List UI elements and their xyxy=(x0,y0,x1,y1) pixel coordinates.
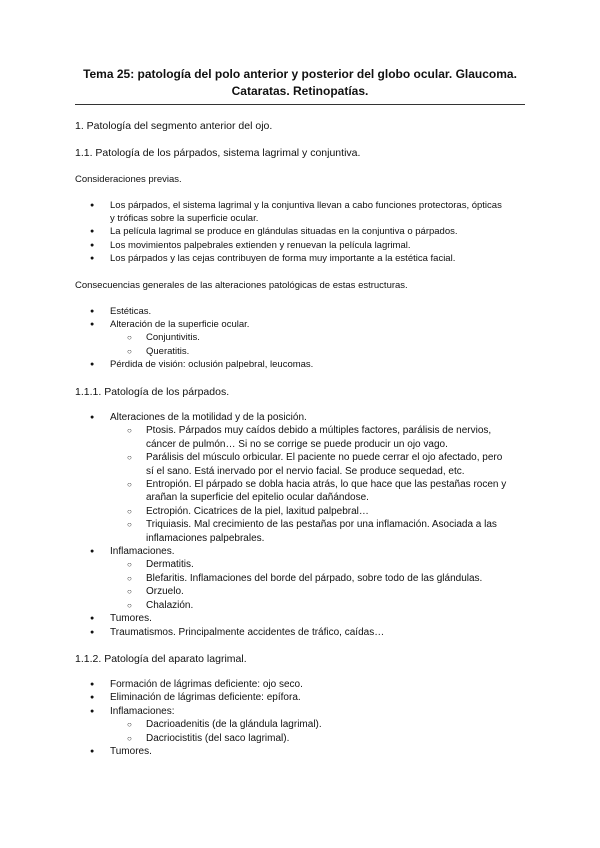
list-item: ● Inflamaciones. xyxy=(90,546,175,558)
bullet-icon: ● xyxy=(90,748,95,756)
parpados-list xyxy=(0,411,600,639)
sub-list-item: ○ Ptosis. Párpados muy caídos debido a múltiples factores, parálisis de nervios, cáncer de pulmón… Si no se corrige se puede producir un ojo vago. xyxy=(127,425,492,450)
sub-list-item: ○ Triquiasis. Mal crecimiento de las pestañas por una inflamación. Asociada a las inflamaciones palpebrales. xyxy=(127,519,497,544)
bullet-icon: ● xyxy=(90,628,95,636)
circle-bullet-icon: ○ xyxy=(127,426,132,436)
sub-list-item: ○ Entropión. El párpado se dobla hacia atrás, lo que hace que las pestañas rocen y arañan la superficie del epitelio ocular dañándose. xyxy=(127,479,507,504)
list-item: ● Pérdida de visión: oclusión palpebral, leucomas. xyxy=(90,358,314,370)
list-item: ● Alteraciones de la motilidad y de la posición. xyxy=(90,412,307,423)
list-item: ● Tumores. xyxy=(90,613,152,625)
bullet-icon: ● xyxy=(90,694,95,702)
circle-bullet-icon: ○ xyxy=(127,506,132,516)
consideraciones-heading: Consideraciones previas. xyxy=(75,174,182,185)
list-item: ● Tumores. xyxy=(90,746,152,758)
circle-bullet-icon: ○ xyxy=(127,600,132,610)
title-line-1: Tema 25: patología del polo anterior y posterior del globo ocular. Glaucoma. xyxy=(83,67,517,81)
bullet-icon: ● xyxy=(90,228,95,236)
list-item: ● Estéticas. xyxy=(90,306,152,317)
heading-1-1-2: 1.1.2. Patología del aparato lagrimal. xyxy=(75,653,247,665)
circle-bullet-icon: ○ xyxy=(127,333,132,343)
bullet-icon: ● xyxy=(90,202,95,209)
sub-list-item: ○ Ectropión. Cicatrices de la piel, laxitud palpebral… xyxy=(127,505,369,517)
bullet-icon: ● xyxy=(90,254,95,262)
title-line-2: Cataratas. Retinopatías. xyxy=(231,84,369,98)
heading-1: 1. Patología del segmento anterior del ojo. xyxy=(75,120,273,132)
list-item: ● Los movimientos palpebrales extienden y renuevan la película lagrimal. xyxy=(90,239,411,251)
sub-list-item: ○ Dacriocistitis (del saco lagrimal). xyxy=(127,732,290,744)
circle-bullet-icon: ○ xyxy=(127,520,132,530)
circle-bullet-icon: ○ xyxy=(127,346,132,356)
bullet-icon: ● xyxy=(90,241,95,249)
list-item: ● Formación de lágrimas deficiente: ojo seco. xyxy=(90,679,303,690)
list-item: ● Los párpados, el sistema lagrimal y la conjuntiva llevan a cabo funciones protectoras, ópticas y tróficas sobre la superficie ocular. xyxy=(90,200,502,225)
title-divider xyxy=(75,104,525,105)
circle-bullet-icon: ○ xyxy=(127,480,132,490)
consecuencias-heading: Consecuencias generales de las alteraciones patológicas de estas estructuras. xyxy=(75,280,408,291)
circle-bullet-icon: ○ xyxy=(127,733,132,743)
bullet-icon: ● xyxy=(90,360,95,368)
document-title xyxy=(75,66,525,100)
bullet-icon: ● xyxy=(90,707,95,715)
sub-list-item: ○ Conjuntivitis. xyxy=(127,332,200,344)
heading-1-1: 1.1. Patología de los párpados, sistema lagrimal y conjuntiva. xyxy=(75,147,361,159)
list-item: ● Alteración de la superficie ocular. xyxy=(90,319,250,331)
heading-1-1-1: 1.1.1. Patología de los párpados. xyxy=(75,386,230,398)
consecuencias-list xyxy=(0,305,600,371)
sub-list-item: ○ Chalazión. xyxy=(127,599,194,611)
sub-list-item: ○ Blefaritis. Inflamaciones del borde del párpado, sobre todo de las glándulas. xyxy=(127,572,483,584)
consideraciones-list xyxy=(0,199,600,265)
sub-list-item: ○ Dacrioadenitis (de la glándula lagrimal). xyxy=(127,719,322,731)
circle-bullet-icon: ○ xyxy=(127,587,132,597)
sub-list-item: ○ Orzuelo. xyxy=(127,586,184,598)
list-item: ● Traumatismos. Principalmente accidentes de tráfico, caídas… xyxy=(90,626,385,638)
list-item: ● Inflamaciones: xyxy=(90,705,175,717)
circle-bullet-icon: ○ xyxy=(127,453,132,463)
circle-bullet-icon: ○ xyxy=(127,560,132,570)
bullet-icon: ● xyxy=(90,681,95,688)
bullet-icon: ● xyxy=(90,308,95,315)
bullet-icon: ● xyxy=(90,615,95,623)
bullet-icon: ● xyxy=(90,548,95,556)
circle-bullet-icon: ○ xyxy=(127,573,132,583)
sub-list-item: ○ Queratitis. xyxy=(127,345,190,357)
bullet-icon: ● xyxy=(90,414,95,421)
list-item: ● Los párpados y las cejas contribuyen de forma muy importante a la estética facial. xyxy=(90,252,456,264)
sub-list-item: ○ Parálisis del músculo orbicular. El paciente no puede cerrar el ojo afectado, pero sí el sano. Está inervado por el nervio facial. Se produce sequedad, etc. xyxy=(127,452,503,477)
list-item: ● La película lagrimal se produce en glándulas situadas en la conjuntiva o párpados. xyxy=(90,226,458,238)
circle-bullet-icon: ○ xyxy=(127,720,132,730)
list-item: ● Eliminación de lágrimas deficiente: epífora. xyxy=(90,692,301,704)
sub-list-item: ○ Dermatitis. xyxy=(127,559,194,571)
bullet-icon: ● xyxy=(90,321,95,329)
lagrimal-list xyxy=(0,678,600,758)
